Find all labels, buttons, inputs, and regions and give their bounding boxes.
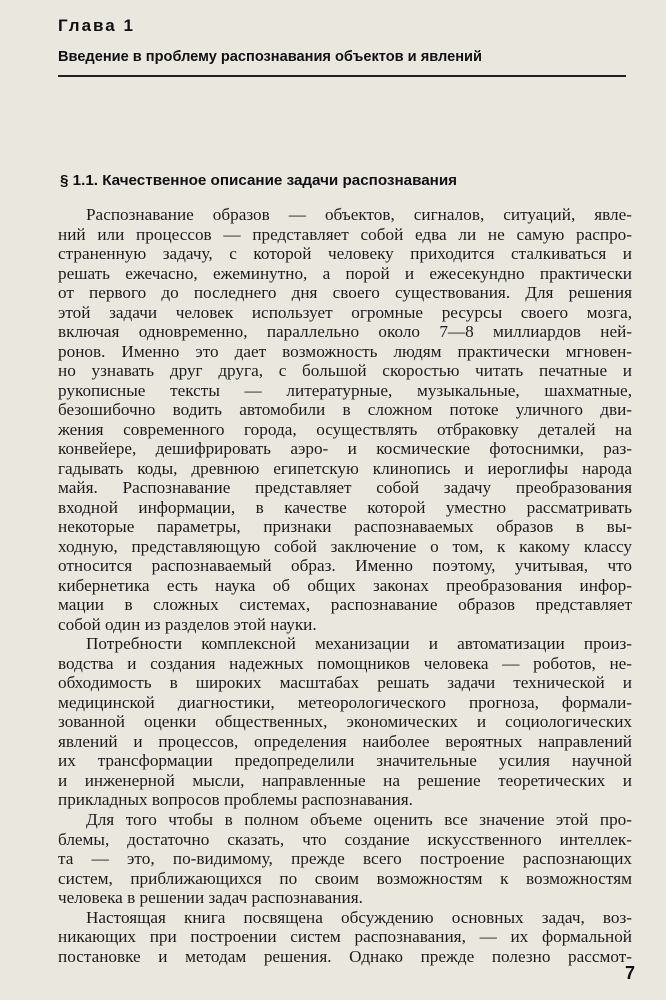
text-line	[58, 732, 632, 752]
text-line	[58, 654, 632, 674]
text-line	[58, 810, 632, 830]
text-line	[58, 342, 632, 362]
text-line	[58, 849, 632, 869]
text-line-content: обходимость в широких масштабах решать задачи технической и	[58, 673, 632, 693]
text-line-content: ходную, представляющую собой заключение о том, к какому классу	[58, 536, 632, 556]
text-line	[58, 459, 632, 479]
text-line	[58, 303, 632, 323]
text-line	[58, 361, 632, 381]
chapter-label: Глава 1	[58, 16, 135, 35]
text-line	[58, 283, 632, 303]
text-line	[58, 693, 632, 713]
text-line	[58, 673, 632, 693]
text-line-content: та — это, по-видимому, прежде всего построение распознающих	[58, 849, 632, 869]
text-line-content: но узнавать друг друга, с большой скоростью читать печатные и	[58, 361, 632, 381]
text-line-content: решать ежечасно, ежеминутно, а порой и ежесекундно практически	[58, 263, 632, 283]
text-line-content: никающих при построении систем распознавания, — их формальной	[58, 927, 632, 947]
text-line	[58, 634, 632, 654]
text-line-content: Настоящая книга посвящена обсуждению основных задач, воз-	[86, 907, 632, 927]
text-line	[58, 790, 632, 810]
text-line	[58, 478, 632, 498]
text-line	[58, 537, 632, 557]
text-line	[58, 576, 632, 596]
text-line-content: майя. Распознавание представляет собой задачу преобразования	[58, 478, 632, 498]
body-text	[58, 205, 632, 966]
text-line-content: страненную задачу, с которой человеку приходится сталкиваться и	[58, 244, 632, 264]
text-line	[58, 869, 632, 889]
text-line	[58, 556, 632, 576]
text-line-content: кибернетика есть наука об общих законах преобразования инфор-	[58, 575, 632, 595]
text-line-content: Распознавание образов — объектов, сигналов, ситуаций, явле-	[86, 205, 632, 224]
text-line-content: явлений и процессов, определения наиболее вероятных направлений	[58, 731, 632, 751]
text-line	[58, 498, 632, 518]
text-line-content: от первого до последнего дня своего существования. Для решения	[58, 283, 632, 303]
text-line-content: зованной оценки общественных, экономических и социологических	[58, 712, 632, 732]
chapter-title: Введение в проблему распознавания объектов и явлений	[58, 49, 482, 65]
text-line	[58, 908, 632, 928]
text-line-content: ний или процессов — представляет собой едва ли не самую распро-	[58, 224, 632, 244]
text-line	[58, 927, 632, 947]
text-line	[58, 439, 632, 459]
text-line	[58, 517, 632, 537]
text-line-content: относится распознаваемый образ. Именно поэтому, учитывая, что	[58, 556, 632, 576]
text-line-content: медицинской диагностики, метеорологического прогноза, формали-	[58, 692, 632, 712]
text-line-content: некоторые параметры, признаки распознаваемых образов в вы-	[58, 517, 632, 537]
text-line	[58, 244, 632, 264]
text-line	[58, 205, 632, 225]
text-line-content: жения современного города, осуществлять отбраковку деталей на	[58, 419, 632, 439]
text-line-content: рукописные тексты — литературные, музыкальные, шахматные,	[58, 380, 632, 400]
text-line-content: их трансформации предопределили значительные усилия научной	[58, 751, 632, 771]
page-number: 7	[625, 963, 636, 983]
text-line-content: Для того чтобы в полном объеме оценить все значение этой про-	[86, 809, 632, 829]
text-line-content: Потребности комплексной механизации и автоматизации произ-	[86, 634, 632, 654]
text-line-content: ронов. Именно это дает возможность людям практически мгновен-	[58, 341, 632, 361]
text-line-content: этой задачи человек использует огромные ресурсы своего мозга,	[58, 302, 632, 322]
text-line	[58, 322, 632, 342]
text-line	[58, 420, 632, 440]
text-line	[58, 264, 632, 284]
text-line-content: гадывать коды, древнюю египетскую клинопись и иероглифы народа	[58, 458, 632, 478]
text-line-content: входной информации, в качестве которой уместно рассматривать	[58, 497, 632, 517]
text-line	[58, 771, 632, 791]
text-line-content: собой один из разделов этой науки.	[58, 614, 317, 634]
text-line-content: человека в решении задач распознавания.	[58, 888, 363, 908]
text-line-content: безошибочно водить автомобили в сложном потоке уличного дви-	[58, 400, 632, 420]
text-line	[58, 888, 632, 908]
header-rule	[58, 75, 626, 77]
text-line-content: конвейере, дешифрировать аэро- и космические фотоснимки, раз-	[58, 439, 632, 459]
text-line	[58, 400, 632, 420]
text-line-content: постановке и методам решения. Однако прежде полезно рассмот-	[58, 946, 632, 966]
text-line	[58, 947, 632, 967]
text-line	[58, 615, 632, 635]
text-line-content: и инженерной мысли, направленные на решение теоретических и	[58, 770, 632, 790]
text-line	[58, 830, 632, 850]
text-line	[58, 712, 632, 732]
text-line-content: блемы, достаточно сказать, что создание искусственного интеллек-	[58, 829, 632, 849]
text-line	[58, 225, 632, 245]
text-line	[58, 595, 632, 615]
text-line-content: водства и создания надежных помощников человека — роботов, не-	[58, 653, 632, 673]
text-line-content: включая одновременно, параллельно около 7—8 миллиардов ней-	[58, 322, 632, 342]
text-line-content: прикладных вопросов проблемы распознавания.	[58, 790, 413, 810]
text-line-content: мации в сложных системах, распознавание образов представляет	[58, 595, 632, 615]
text-line	[58, 751, 632, 771]
text-line-content: систем, приближающихся по своим возможностям к возможностям	[58, 868, 632, 888]
text-line	[58, 381, 632, 401]
section-heading: § 1.1. Качественное описание задачи распознавания	[60, 172, 458, 189]
